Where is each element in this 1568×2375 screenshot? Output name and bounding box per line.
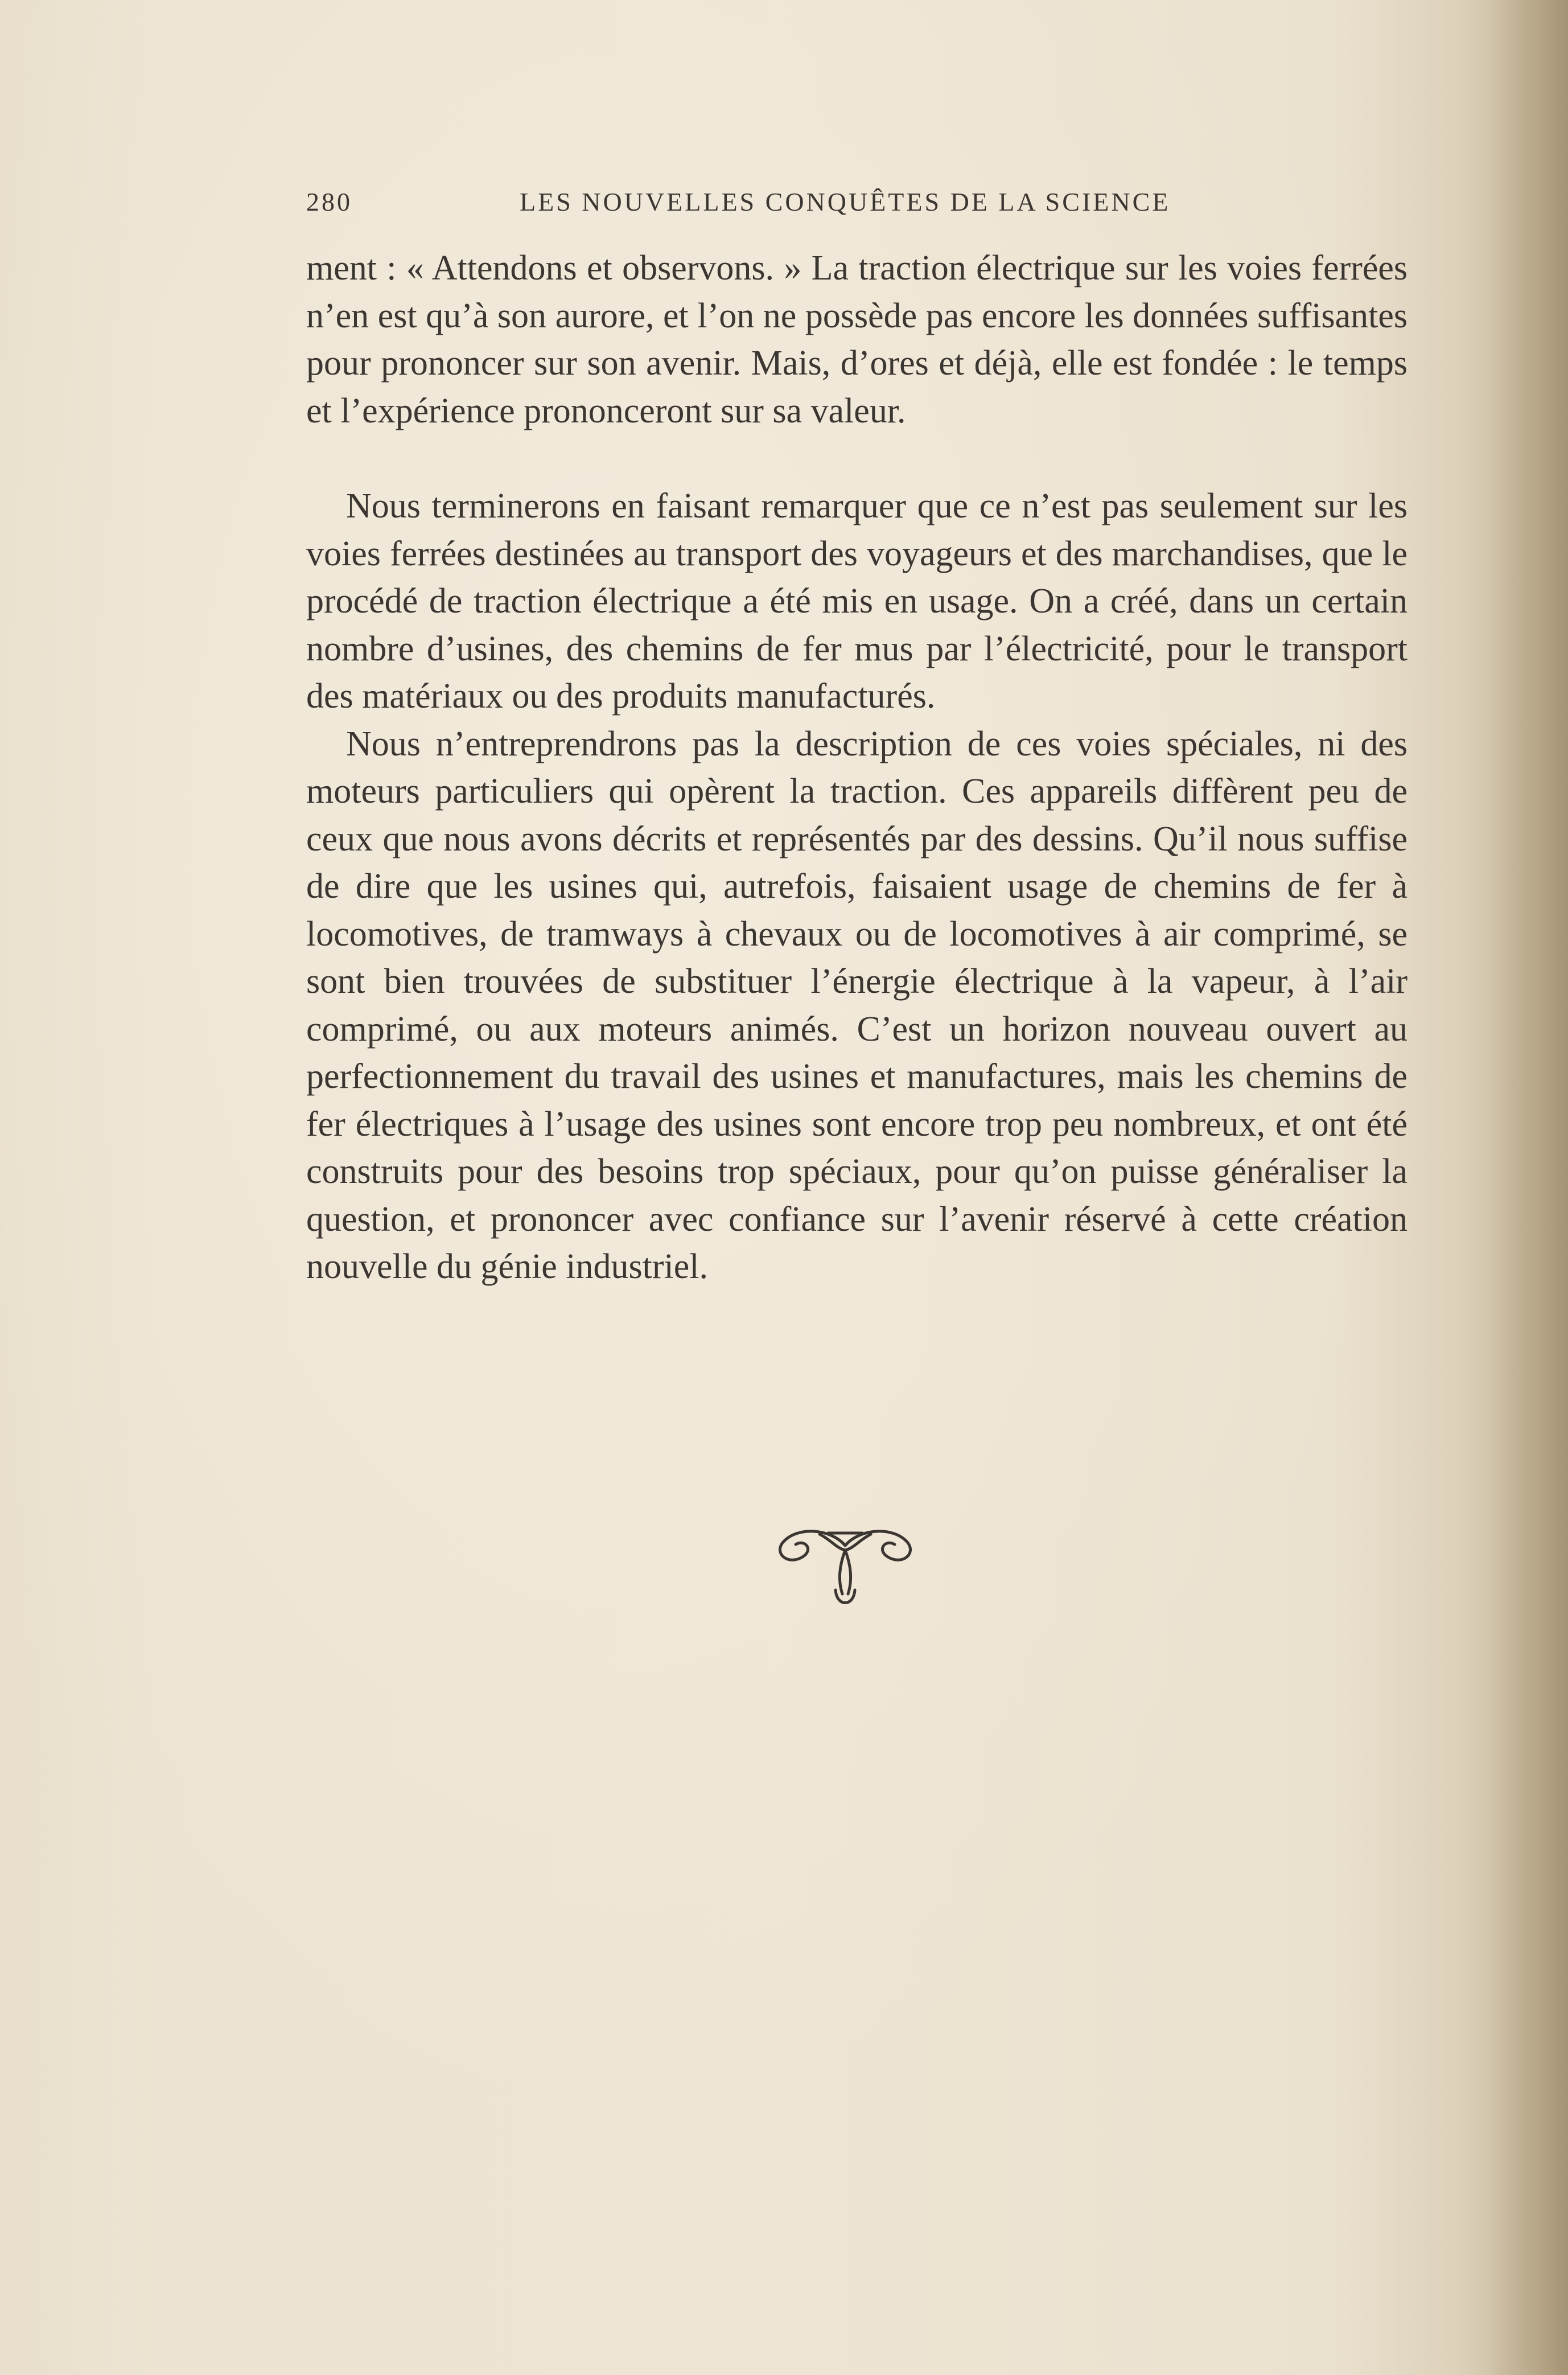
fleuron-ornament-icon — [763, 1517, 928, 1620]
page-header — [306, 187, 1408, 227]
paragraph-2: Nous terminerons en faisant remarquer que ce n’est pas seulement sur les voies ferrées destinées au transport des voyageurs et des marchandises, que le procédé de traction électrique a été mis en usage. On a créé, dans un certain nombre d’usines, des chemins de fer mus par l’électricité, pour le transport des matériaux ou des produits manufacturés. — [306, 487, 1408, 716]
paragraph-3: Nous n’entreprendrons pas la description de ces voies spéciales, ni des moteurs particuliers qui opèrent la traction. Ces appareils diffèrent peu de ceux que nous avons décrits et représentés par des dessins. Qu’il nous suffise de dire que les usines qui, autrefois, faisaient usage de chemins de fer à locomotives, de tramways à chevaux ou de locomotives à air comprimé, se sont bien trouvées de substituer l’énergie électrique à la vapeur, à l’air comprimé, ou aux moteurs animés. C’est un horizon nouveau ouvert au perfectionnement du travail des usines et manufactures, mais les chemins de fer électriques à l’usage des usines sont encore trop peu nombreux, et ont été construits pour des besoins trop spéciaux, pour qu’on puisse généraliser la question, et prononcer avec confiance sur l’avenir réservé à cette création nouvelle du génie industriel. — [306, 724, 1408, 1286]
body-text — [306, 245, 1408, 1291]
paragraph-1: ment : « Attendons et observons. » La traction électrique sur les voies ferrées n’en est qu’à son aurore, et l’on ne possède pas encore les données suffisantes pour prononcer sur son avenir. Mais, d’ores et déjà, elle est fondée : le temps et l’expérience prononceront sur sa valeur. — [306, 249, 1408, 430]
running-title: LES NOUVELLES CONQUÊTES DE LA SCIENCE — [520, 187, 1171, 216]
page-number: 280 — [306, 187, 352, 216]
page-edge-shadow — [1488, 0, 1568, 2375]
